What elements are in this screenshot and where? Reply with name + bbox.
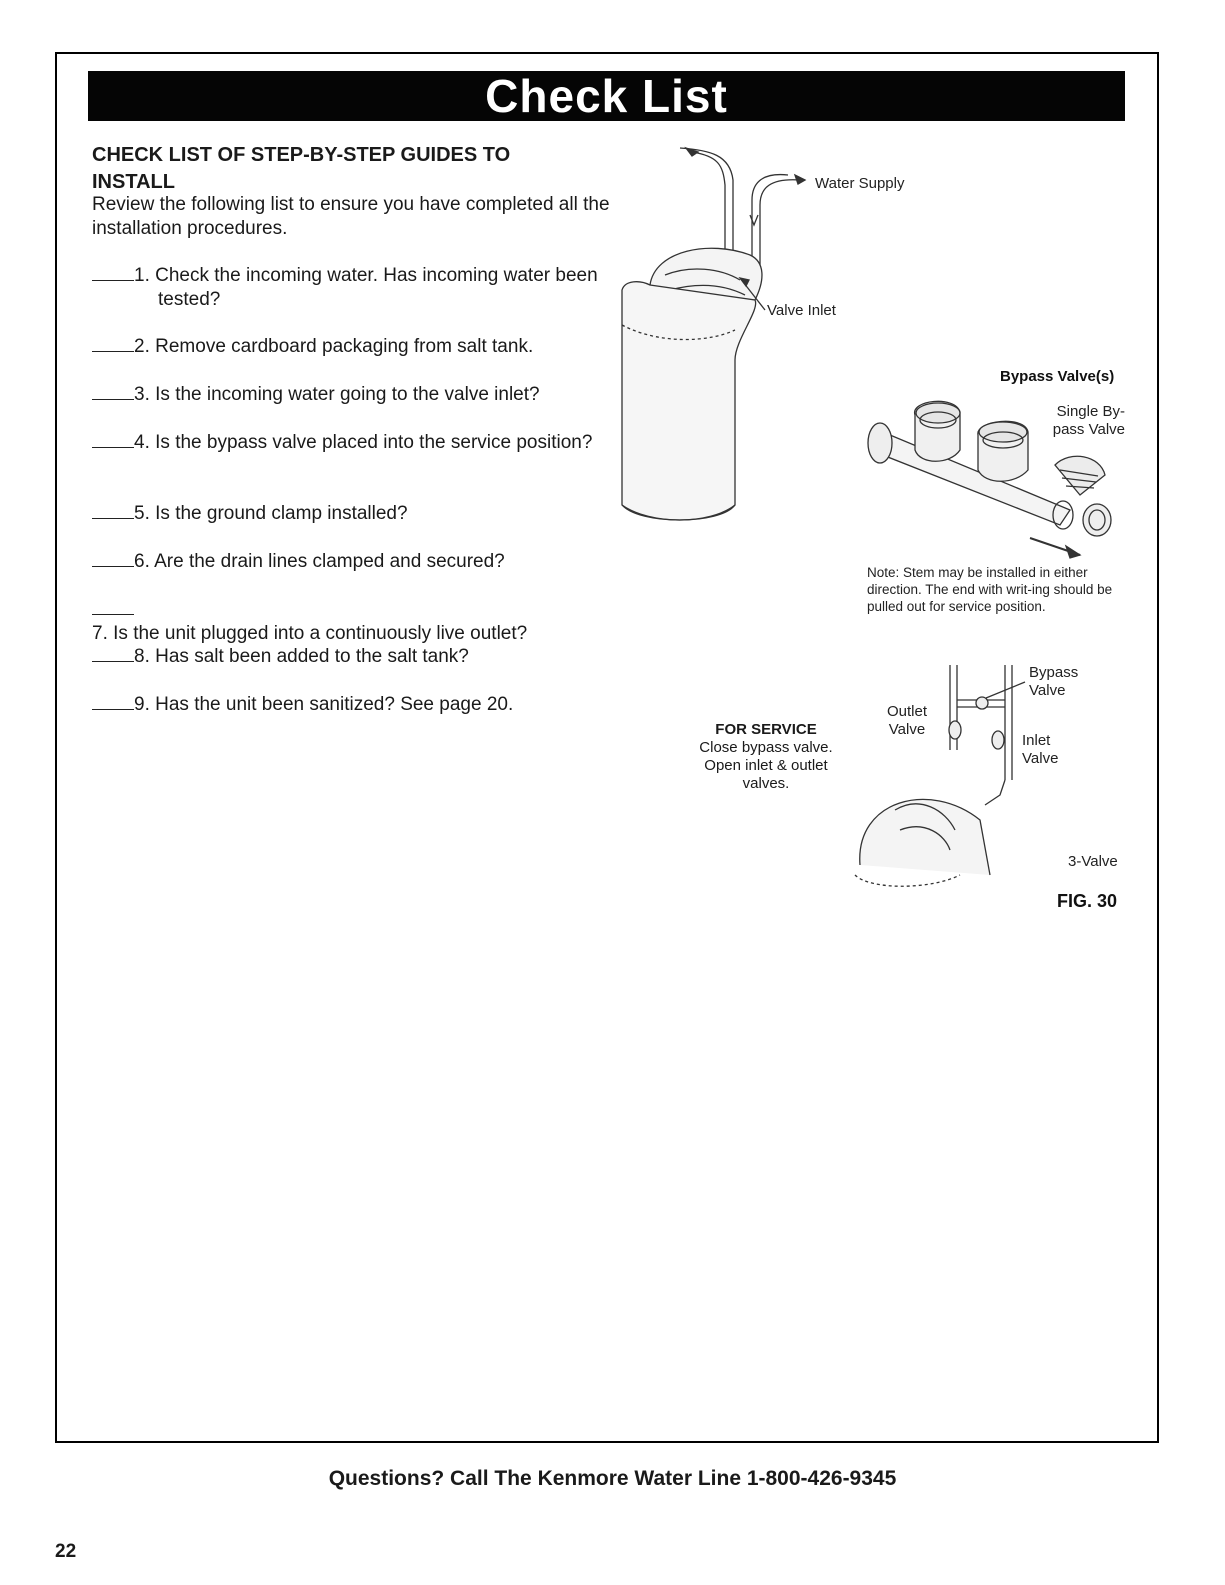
- checklist-item: 3. Is the incoming water going to the valve inlet?: [92, 383, 632, 407]
- checklist-item: 1. Check the incoming water. Has incoming water been tested?: [92, 264, 632, 312]
- label-single-bypass-valve: Single By- pass Valve: [1052, 403, 1125, 438]
- figure-caption: FIG. 30: [1057, 891, 1118, 911]
- label-bypass-valves: Bypass Valve(s): [1000, 368, 1115, 385]
- checkbox-blank[interactable]: [92, 550, 134, 567]
- checklist-item: 9. Has the unit been sanitized? See page 20.: [92, 693, 632, 717]
- label-bypass-valve: Bypass Valve: [1029, 664, 1079, 699]
- for-service-text: Close bypass valve. Open inlet & outlet valves.: [699, 739, 833, 792]
- checkbox-blank[interactable]: [92, 502, 134, 519]
- three-valve-illustration: [855, 665, 1025, 886]
- fig-30-illustration: [600, 130, 1220, 920]
- checklist-item: 7. Is the unit plugged into a continuously live outlet?: [92, 598, 632, 646]
- checklist-item: 4. Is the bypass valve placed into the service position?: [92, 431, 632, 455]
- checklist-item: 8. Has salt been added to the salt tank?: [92, 645, 632, 669]
- checkbox-blank[interactable]: [92, 335, 134, 352]
- checkbox-blank[interactable]: [92, 645, 134, 662]
- page-number: 22: [55, 1541, 77, 1562]
- softener-illustration: [622, 148, 805, 520]
- label-inlet-valve: Inlet Valve: [1022, 732, 1059, 767]
- checkbox-blank[interactable]: [92, 598, 134, 615]
- checklist-item: 6. Are the drain lines clamped and secured?: [92, 550, 632, 574]
- help-line-footer: Questions? Call The Kenmore Water Line 1-800-426-9345: [328, 1467, 897, 1490]
- for-service-title: FOR SERVICE: [715, 721, 817, 738]
- label-water-supply: Water Supply: [815, 175, 905, 192]
- checklist-intro: Review the following list to ensure you have completed all the installation procedures.: [92, 194, 610, 239]
- label-outlet-valve: Outlet Valve: [886, 703, 928, 738]
- label-valve-inlet: Valve Inlet: [767, 302, 836, 319]
- checkbox-blank[interactable]: [92, 431, 134, 448]
- checklist-item: 5. Is the ground clamp installed?: [92, 502, 632, 526]
- for-service-instructions: [690, 721, 842, 793]
- checkbox-blank[interactable]: [92, 264, 134, 281]
- checkbox-blank[interactable]: [92, 383, 134, 400]
- checklist-heading: CHECK LIST OF STEP-BY-STEP GUIDES TO INSTALL: [92, 144, 511, 193]
- banner-title: Check List: [485, 70, 728, 122]
- stem-note: Note: Stem may be installed in either direction. The end with writ-ing should be pulled out for service position.: [867, 565, 1113, 614]
- section-banner: [88, 71, 1125, 121]
- checkbox-blank[interactable]: [92, 693, 134, 710]
- label-three-valve: 3-Valve: [1068, 853, 1118, 870]
- checklist-item: 2. Remove cardboard packaging from salt tank.: [92, 335, 632, 359]
